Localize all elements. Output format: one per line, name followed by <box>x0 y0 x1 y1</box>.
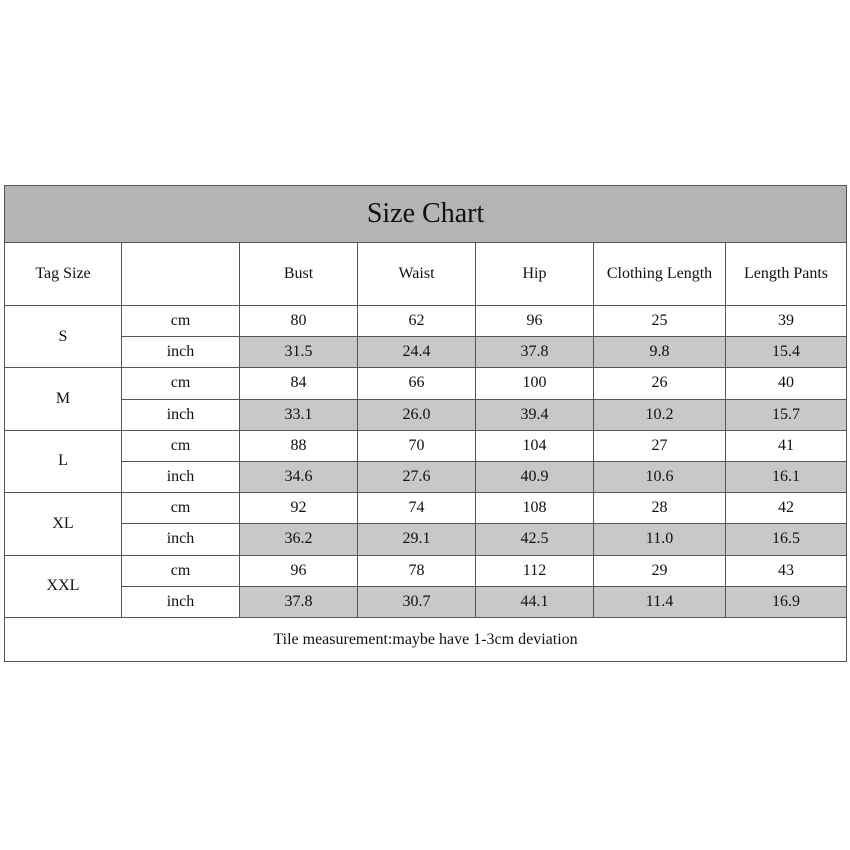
bust-value: 92 <box>240 493 358 524</box>
header-bust: Bust <box>240 243 358 306</box>
bust-value: 31.5 <box>240 337 358 368</box>
length-pants-value: 42 <box>726 493 847 524</box>
clothing-length-value: 26 <box>594 368 726 399</box>
hip-value: 96 <box>476 306 594 337</box>
hip-value: 108 <box>476 493 594 524</box>
table-row <box>5 524 847 555</box>
unit-cell-inch: inch <box>122 461 240 492</box>
length-pants-value: 15.7 <box>726 399 847 430</box>
bust-value: 36.2 <box>240 524 358 555</box>
hip-value: 40.9 <box>476 461 594 492</box>
size-chart-table <box>4 185 847 662</box>
header-length-pants: Length Pants <box>726 243 847 306</box>
unit-cell-inch: inch <box>122 586 240 617</box>
chart-title: Size Chart <box>5 186 847 243</box>
length-pants-value: 16.5 <box>726 524 847 555</box>
table-row <box>5 368 847 399</box>
tag-size-cell: XXL <box>5 555 122 618</box>
table-body <box>5 306 847 618</box>
length-pants-value: 16.1 <box>726 461 847 492</box>
clothing-length-value: 25 <box>594 306 726 337</box>
waist-value: 66 <box>358 368 476 399</box>
tag-size-cell: L <box>5 430 122 492</box>
bust-value: 88 <box>240 430 358 461</box>
clothing-length-value: 29 <box>594 555 726 586</box>
bust-value: 80 <box>240 306 358 337</box>
header-unit <box>122 243 240 306</box>
tag-size-cell: XL <box>5 493 122 555</box>
waist-value: 74 <box>358 493 476 524</box>
bust-value: 33.1 <box>240 399 358 430</box>
unit-cell-inch: inch <box>122 524 240 555</box>
waist-value: 70 <box>358 430 476 461</box>
tag-size-cell: M <box>5 368 122 430</box>
header-clothing-length: Clothing Length <box>594 243 726 306</box>
length-pants-value: 39 <box>726 306 847 337</box>
hip-value: 37.8 <box>476 337 594 368</box>
unit-cell-inch: inch <box>122 337 240 368</box>
table-row <box>5 461 847 492</box>
table-row <box>5 337 847 368</box>
waist-value: 30.7 <box>358 586 476 617</box>
hip-value: 39.4 <box>476 399 594 430</box>
length-pants-value: 40 <box>726 368 847 399</box>
unit-cell-cm: cm <box>122 306 240 337</box>
footnote: Tile measurement:maybe have 1-3cm deviation <box>5 618 847 662</box>
hip-value: 42.5 <box>476 524 594 555</box>
waist-value: 62 <box>358 306 476 337</box>
length-pants-value: 43 <box>726 555 847 586</box>
table-row <box>5 306 847 337</box>
unit-cell-cm: cm <box>122 555 240 586</box>
header-hip: Hip <box>476 243 594 306</box>
clothing-length-value: 10.2 <box>594 399 726 430</box>
waist-value: 24.4 <box>358 337 476 368</box>
tag-size-cell: S <box>5 306 122 368</box>
hip-value: 100 <box>476 368 594 399</box>
clothing-length-value: 28 <box>594 493 726 524</box>
hip-value: 104 <box>476 430 594 461</box>
hip-value: 112 <box>476 555 594 586</box>
length-pants-value: 41 <box>726 430 847 461</box>
table-row <box>5 493 847 524</box>
bust-value: 37.8 <box>240 586 358 617</box>
waist-value: 78 <box>358 555 476 586</box>
header-waist: Waist <box>358 243 476 306</box>
waist-value: 26.0 <box>358 399 476 430</box>
unit-cell-cm: cm <box>122 493 240 524</box>
table-row <box>5 586 847 617</box>
header-row <box>5 243 847 306</box>
unit-cell-cm: cm <box>122 368 240 399</box>
length-pants-value: 16.9 <box>726 586 847 617</box>
table-row <box>5 430 847 461</box>
length-pants-value: 15.4 <box>726 337 847 368</box>
clothing-length-value: 11.0 <box>594 524 726 555</box>
waist-value: 27.6 <box>358 461 476 492</box>
clothing-length-value: 9.8 <box>594 337 726 368</box>
clothing-length-value: 11.4 <box>594 586 726 617</box>
hip-value: 44.1 <box>476 586 594 617</box>
bust-value: 34.6 <box>240 461 358 492</box>
unit-cell-inch: inch <box>122 399 240 430</box>
unit-cell-cm: cm <box>122 430 240 461</box>
table-row <box>5 399 847 430</box>
clothing-length-value: 27 <box>594 430 726 461</box>
bust-value: 84 <box>240 368 358 399</box>
header-tag-size: Tag Size <box>5 243 122 306</box>
clothing-length-value: 10.6 <box>594 461 726 492</box>
waist-value: 29.1 <box>358 524 476 555</box>
table-row <box>5 555 847 586</box>
bust-value: 96 <box>240 555 358 586</box>
